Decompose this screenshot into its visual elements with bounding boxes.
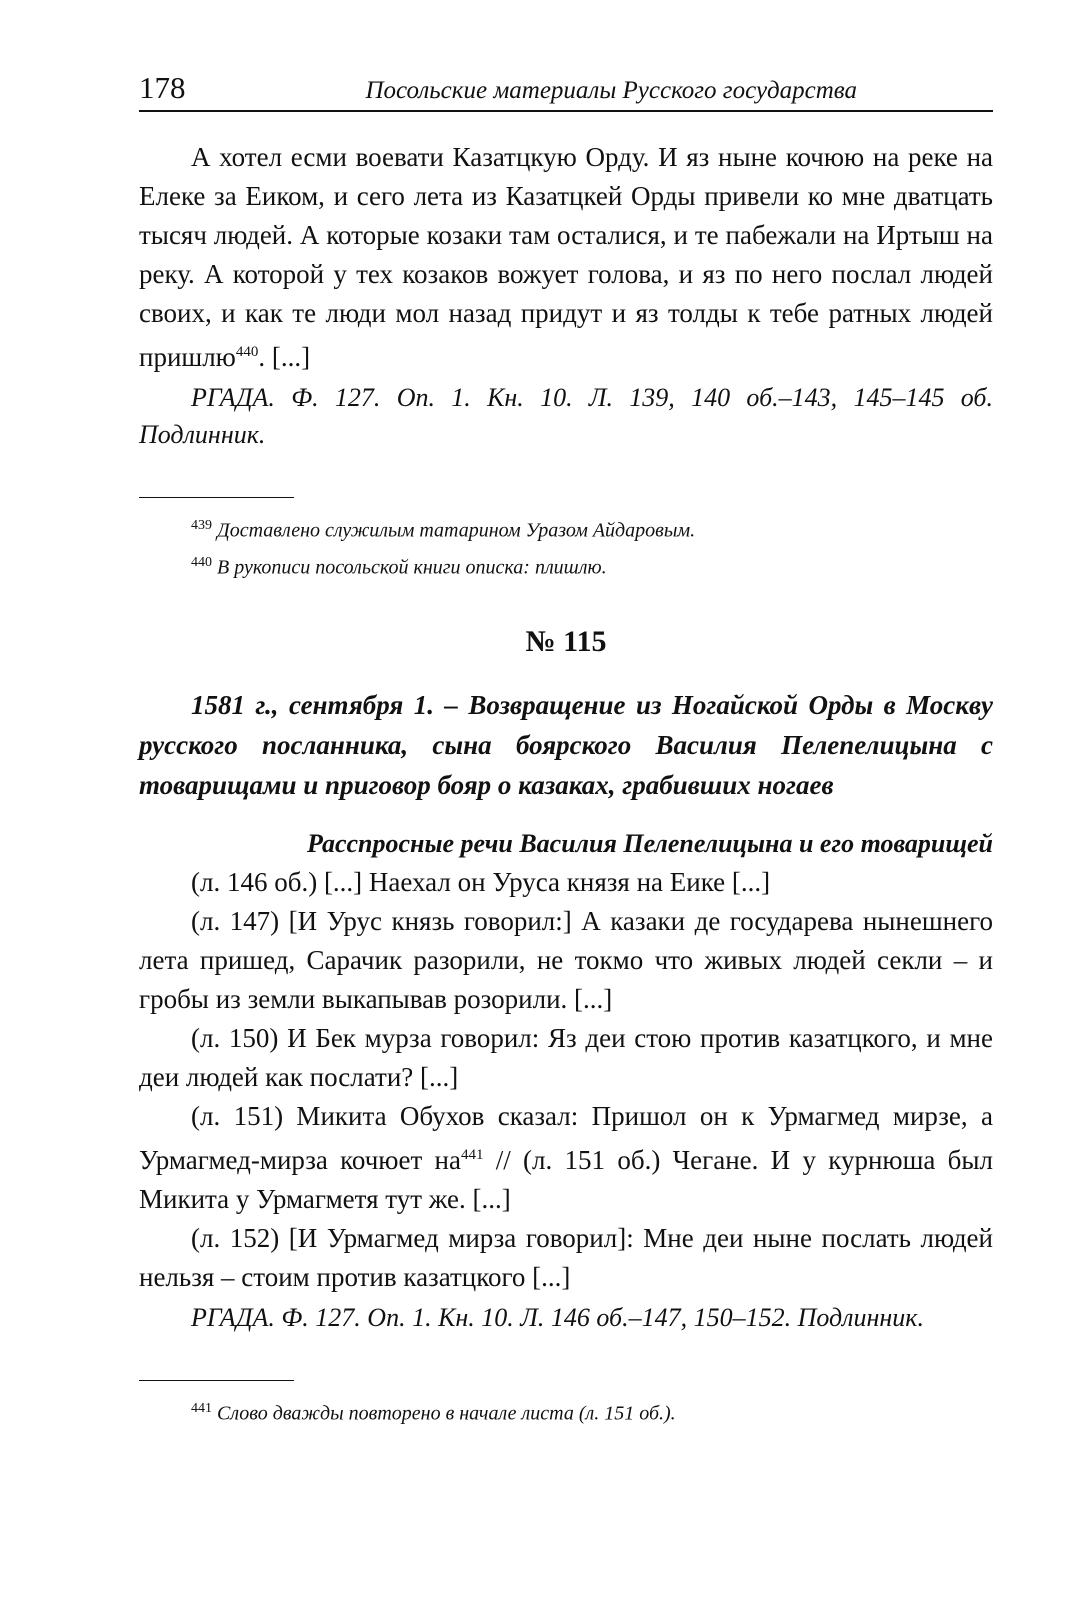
footnote-number: 439	[191, 518, 212, 533]
paragraph-146: (л. 146 об.) [...] Наехал он Уруса князя на Еике [...]	[191, 867, 771, 898]
running-title: Посольские материалы Русского государства	[365, 77, 857, 104]
archive-source-2: РГАДА. Ф. 127. Оп. 1. Кн. 10. Л. 146 об.–147, 150–152. Подлинник.	[191, 1303, 924, 1333]
footnote-number: 441	[191, 1401, 212, 1417]
footnote-number: 440	[191, 554, 212, 570]
paragraph-151	[139, 1097, 993, 1219]
paragraph-151-text-end: // (л. 151 об.) Чегане. И у курнюша был Микита у Урмагметя тут же. [...]	[139, 1145, 993, 1215]
paragraph-150: (л. 150) И Бек мурза говорил: Яз деи стою против казатцкого, и мне деи людей как послати? [...]	[139, 1023, 993, 1093]
paragraph-151-text: (л. 151) Микита Обухов сказал: Пришол он к Урмагмед мирзе, а Урмагмед-мирза кочюет на	[139, 1101, 993, 1176]
paragraph-147: (л. 147) [И Урус князь говорил:] А казаки де государева нынешнего лета пришед, Сарачик разорили, не токмо что живых людей секли – и гробы из земли выкапывав розорили. [...]	[139, 906, 993, 1015]
footnote-text: В рукописи посольской книги описка: плишлю.	[217, 556, 607, 579]
footnote-ref-440: 440	[235, 344, 259, 360]
document-heading: 1581 г., сентября 1. – Возвращение из Ногайской Орды в Москву русского посланника, сына боярского Василия Пелепелицына с товарищами и приговор бояр о казаках, грабивших ногаев	[139, 690, 993, 801]
footnote-ref-441: 441	[460, 1147, 484, 1164]
document-number: № 115	[525, 625, 607, 659]
paragraph-letter	[139, 138, 993, 377]
footnote-text: Слово дважды повторено в начале листа (л. 151 об.).	[217, 1402, 676, 1425]
footnote-divider	[139, 497, 294, 498]
letter-text: А хотел есми воевати Казатцкую Орду. И яз ныне кочюю на реке на Елеке за Еиком, и сего лета из Казатцкей Орды привели ко мне дватцать тысяч людей. А которые козаки там осталися, и те пабежали на Иртыш на реку. А которой у тех козаков вожует голова, и яз по него послал людей своих, и как те люди мол назад придут и яз толды к тебе ратных людей пришлю	[139, 142, 993, 372]
footnote-439	[191, 510, 993, 547]
page-number: 178	[139, 70, 186, 105]
letter-text-end: . [...]	[258, 342, 311, 372]
document-subheading: Расспросные речи Василия Пелепелицына и его товарищей	[307, 829, 993, 859]
footnote-440	[191, 547, 993, 584]
footnote-divider-2	[139, 1380, 294, 1381]
page	[139, 70, 993, 1430]
paragraph-152: (л. 152) [И Урмагмед мирза говорил]: Мне деи ныне послать людей нельзя – стоим против казатцкого [...]	[139, 1223, 993, 1293]
footnote-text: Доставлено служилым татарином Уразом Айдаровым.	[217, 519, 696, 542]
footnote-441	[191, 1393, 993, 1430]
running-header	[139, 70, 993, 112]
archive-source-1: РГАДА. Ф. 127. Оп. 1. Кн. 10. Л. 139, 140 об.–143, 145–145 об. Подлинник.	[139, 383, 993, 449]
